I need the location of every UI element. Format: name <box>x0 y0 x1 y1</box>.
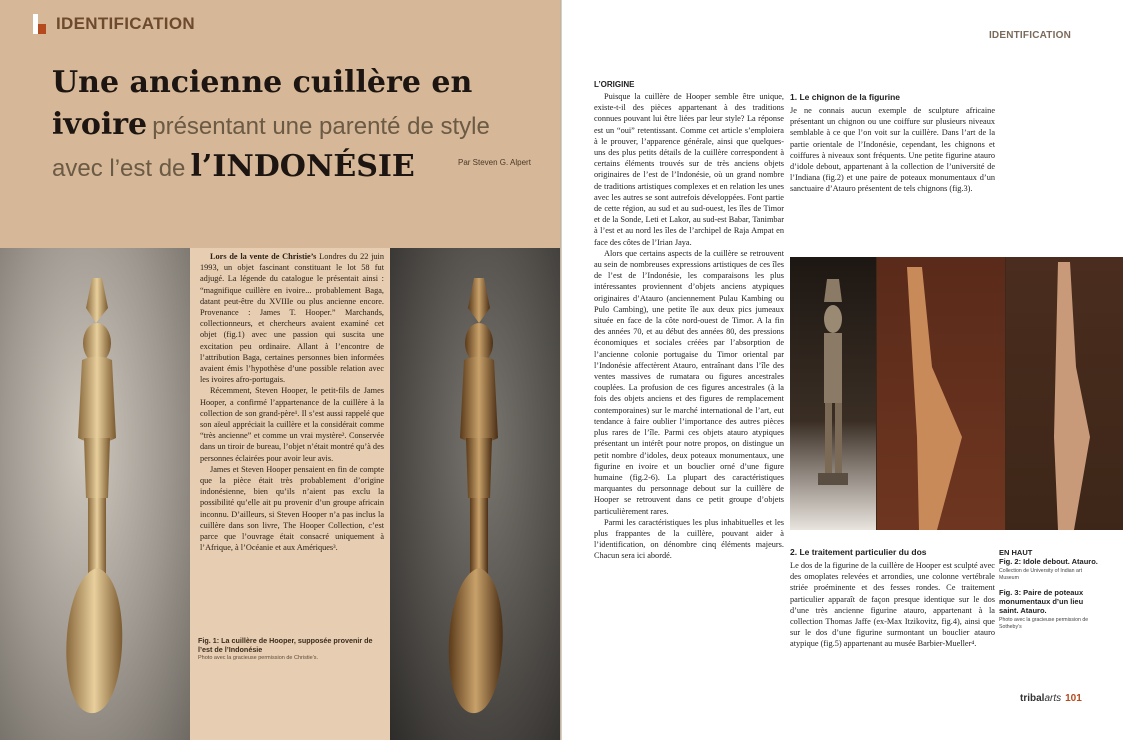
article-title <box>52 64 552 190</box>
origin-column <box>594 80 784 562</box>
spoon-front-image <box>0 248 190 740</box>
post-image-1 <box>877 257 1005 530</box>
idol-image <box>790 257 876 530</box>
post-image-2 <box>1006 257 1123 530</box>
back-treatment-section <box>790 547 995 650</box>
fig1-caption-block <box>198 636 383 661</box>
title-line-1: Une ancienne cuillère en <box>52 65 473 100</box>
chignon-text: Je ne connais aucun exemple de sculpture africaine présentant un chignon ou une coiffure sur plusieurs niveaux semblable à ce que l’on voit sur la cuillère. Dans l’art de la partie orientale de l’Indonésie, cependant, les chignons et coiffures à niveaux sont fréquents. Une petite figurine atauro d’idole debout, appartenant à la collection de l’université de l’Indiana (fig.2) et une paire de poteaux monumentaux d’un sanctuaire d’Atauro présentent de tels chignons (fig.3). <box>790 106 995 194</box>
title-light-1: présentant une parenté de style <box>152 113 490 140</box>
idol-photo <box>790 257 876 530</box>
page-number: 101 <box>1065 693 1082 704</box>
chignon-heading: 1. Le chignon de la figurine <box>790 92 901 102</box>
figure-captions <box>999 548 1099 637</box>
origin-heading: L’ORIGINE <box>594 80 635 89</box>
title-indonesie: l’INDONÉSIE <box>190 149 415 184</box>
running-header: IDENTIFICATION <box>988 30 1071 41</box>
byline: Par Steven G. Alpert <box>458 158 531 167</box>
fig3-caption: Fig. 3: Paire de poteaux monumentaux d’un lieu saint. Atauro. <box>999 588 1084 615</box>
origin-paragraph-3: Parmi les caractéristiques les plus inhabituelles et les plus frappantes de la cuillère, pouvant aider à l’identification, on dénombre cinq éléments majeurs. Chacun sera ici abordé. <box>594 517 784 561</box>
intro-paragraph-3: James et Steven Hooper pensaient en fin de compte que la pièce était très probablement d’origine indonésienne, bien qu’ils n’aient pas exclu la possibilité qu’elle ait pu provenir d’un groupe africain inconnu. D’ailleurs, si Steven Hooper n’a pas inclus la cuillère dans son livre, The Hooper Collection, c’est parce que l’ouvrage était consacré uniquement à l’Afrique, à l’Océanie et aux Amériques³. <box>200 464 384 553</box>
chignon-section <box>790 92 995 195</box>
fig1-credit: Photo avec la gracieuse permission de Christie’s. <box>198 655 319 661</box>
spoon-photo-back <box>390 248 562 740</box>
post-photo-2 <box>1006 257 1123 530</box>
origin-paragraph-1: Puisque la cuillère de Hooper semble être unique, existe-t-il des pièces appartenant à des traditions connues pouvant lui être liées par leur style? La réponse est un “oui” retentissant. Comme cet article s’emploiera à le prouver, l’apparence générale, ainsi que quelques-uns des plus petits détails de la cuillère correspondent à certains éléments trouvés sur de très anciens objets originaires de l’est de l’Indonésie, où un grand nombre de traditions artistiques complexes et en relation les unes avec les autres se sont autrefois développées. Font partie de cette région, au sud et au sud-ouest, les îles de Timor et de la Sonde, Leti et Lakor, au sud-est Babar, Tanimbar à l’est et au nord les îles de l’archipel de Raja Ampat en face des côtes de l’Irian Jaya. <box>594 92 784 247</box>
lead-in: Lors de la vente de Christie’s <box>210 252 317 261</box>
title-word-ivoire: ivoire <box>52 107 148 142</box>
fig2-credit: Collection de University of Indian art Museum <box>999 568 1083 581</box>
en-haut-label: EN HAUT <box>999 548 1033 557</box>
intro-column <box>200 251 384 553</box>
magazine-name-tribal: tribal <box>1020 693 1045 704</box>
section-marker-dot <box>38 24 46 34</box>
intro-paragraph-2: Récemment, Steven Hooper, le petit-fils de James Hooper, a confirmé l’appartenance de la cuillère à la collection de son grand-père¹. Il s’est aussi rappelé que son aïeul appréciait la cuillère et la considérait comme “très ancienne” et comme un vrai mystère². Conservée dans un tiroir de bureau, l’objet n’était montré qu’à des personnes éclairées pour avoir leur avis. <box>200 386 384 463</box>
back-heading: 2. Le traitement particulier du dos <box>790 547 927 557</box>
fig1-caption: Fig. 1: La cuillère de Hooper, supposée provenir de l’est de l’Indonésie <box>198 636 373 654</box>
intro-paragraph-1: Londres du 22 juin 1993, un objet fascinant constituant le lot 58 fut adjugé. La légende du catalogue le présentait ainsi : “magnifique cuillère en ivoire... probablement Baga, datant peut-être du XVIIIe ou plus ancienne encore. Provenance : James T. Hooper.” Marchands, collectionneurs, et chercheurs avaient examiné cet objet (fig.1) avec une passion qui suscita une excitation peu ordinaire. Allant à l’encontre de l’attribution Baga, certaines personnes bien informées avaient émis l’hypothèse d’une possible relation avec les ivoires afro-portugais. <box>200 252 384 385</box>
spoon-back-image <box>390 248 562 740</box>
origin-paragraph-2: Alors que certains aspects de la cuillère se retrouvent au sein de nombreuses expressions artistiques de ces îles de l’est de l’Indonésie, les comparaisons les plus intéressantes proviennent d’objets anciens atypiques originaires d’Atauro (anciennement Pulau Kambing ou Pulo Cambing), une petite île aux deux pics jumeaux située en face de la côte nord-ouest de Timor. A la fin des années 70, et au début des années 80, des pressions économiques et sociales créées par l’absorption de l’ancienne colonie portugaise du Timor oriental par l’Indonésie affectèrent Atauro, entraînant dans l’île des ventes massives de rumatara ou figures ancestrales couplées. La profusion de ces figures ancestrales (à la fois des objets anciens et des figures de remplacement contemporaines) sur le marché international de l’art, eut tendance à faire oublier l’importance des autres pièces plus rares de l’île. Parmi ces objets atauro atypiques présentant un intérêt pour notre propos, on distingue un petit nombre d’idoles, deux poteaux monumentaux, une figurine en ivoire et un bouclier orné d’une figure humaine (fig.2-6). La plupart des caractéristiques marquantes du personnage debout sur la cuillère de Hooper se retrouvent dans ce petit groupe d’objets particulièrement rares. <box>594 248 784 516</box>
intro-text-box <box>190 248 390 740</box>
spoon-photo-front <box>0 248 190 740</box>
post-photo-1 <box>877 257 1005 530</box>
back-text: Le dos de la figurine de la cuillère de Hooper est sculpté avec des omoplates relevées et arrondies, une colonne vertébrale striée proéminente et des fesses rondes. Ce traitement particulier apparaît de façon presque identique sur le dos d’une très ancienne figurine atauro, appartenant à la collection Thomas Jaffe (ex-Max Itzikovitz, fig.4), ainsi que sur le dos d’une figurine surmontant un bouclier atauro atypique (fig.5) appartenant au musée Barbier-Mueller⁴. <box>790 561 995 649</box>
origin-text <box>594 91 784 562</box>
right-page <box>562 0 1123 740</box>
page-footer <box>1020 693 1082 704</box>
magazine-name-arts: arts <box>1044 693 1062 704</box>
fig2-caption: Fig. 2: Idole debout. Atauro. <box>999 557 1098 566</box>
section-tag: IDENTIFICATION <box>56 14 195 33</box>
figures-photo-strip <box>790 257 1123 530</box>
title-light-2: avec l’est de <box>52 155 186 182</box>
fig3-credit: Photo avec la gracieuse permission de Sotheby’s <box>999 617 1089 630</box>
